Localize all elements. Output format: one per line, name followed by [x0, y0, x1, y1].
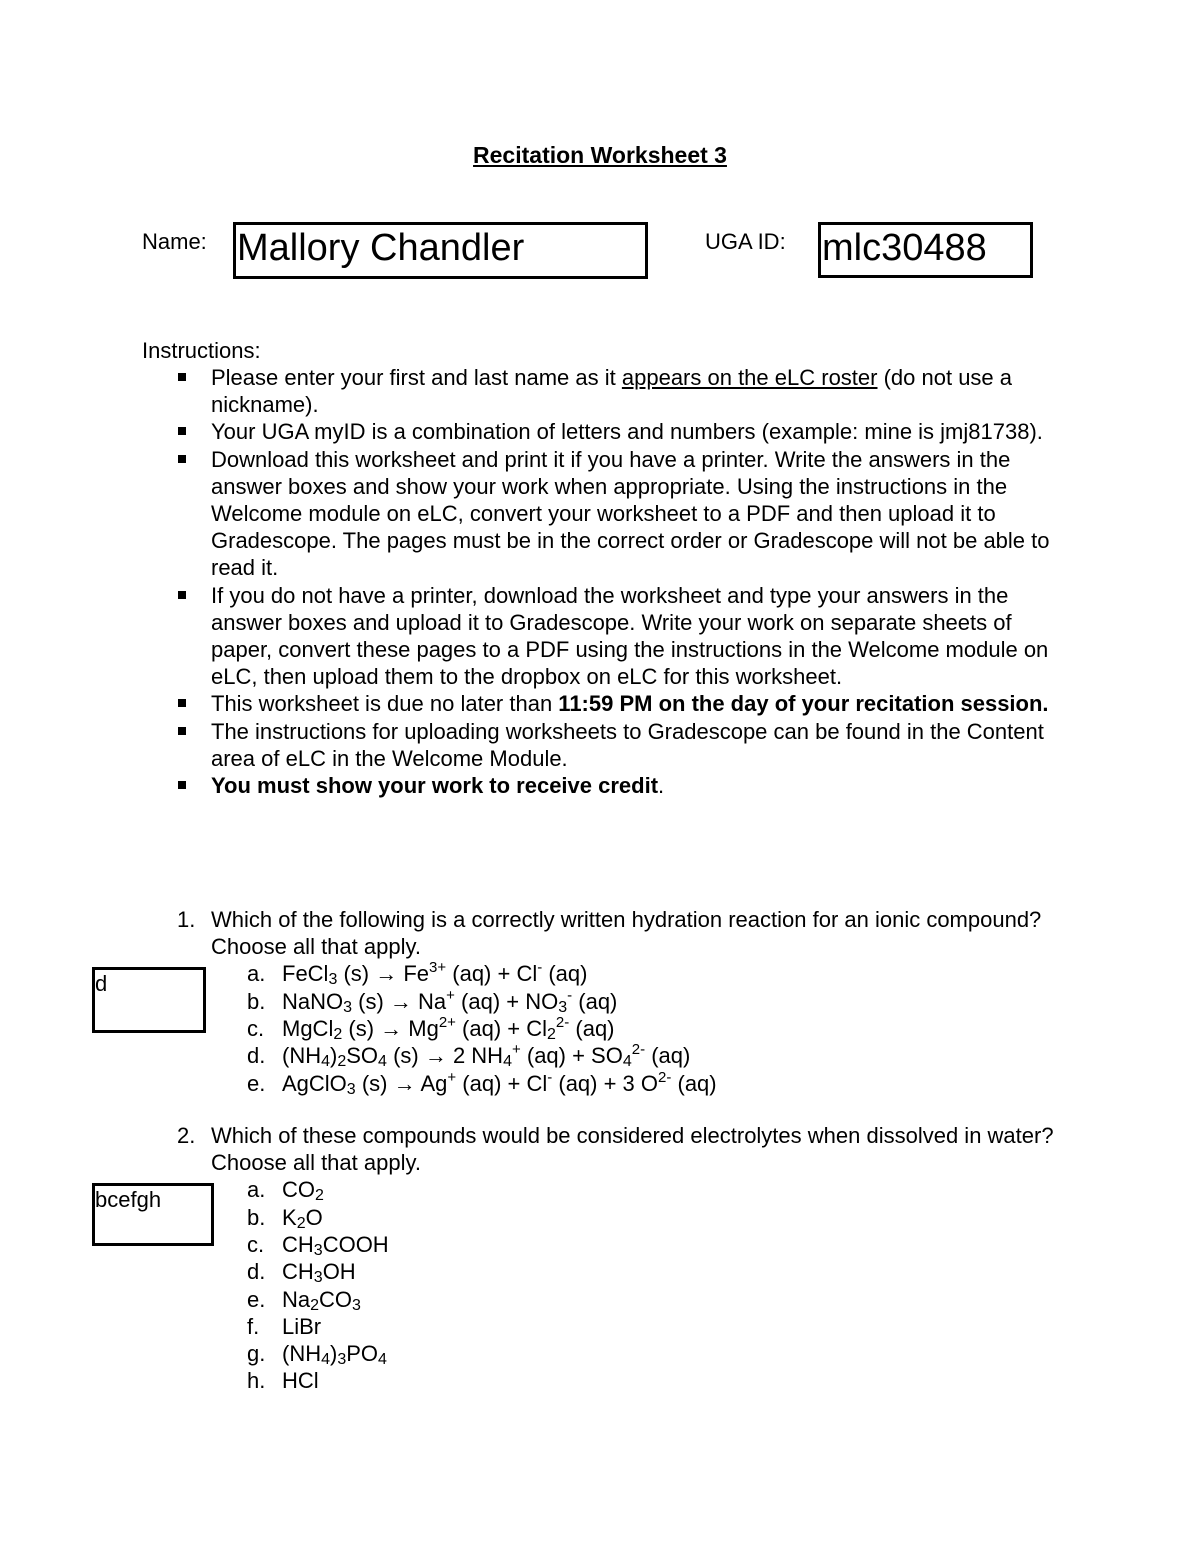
name-field[interactable]: Mallory Chandler [233, 222, 648, 279]
instructions-list [142, 364, 1067, 799]
option-letter: f. [247, 1313, 260, 1339]
option-letter: b. [247, 1204, 266, 1230]
option-formula: AgClO$_3$ (s) → Ag+ (aq) + Cl- (aq) + 3 $O^{2-}$ (aq) [282, 1068, 717, 1098]
due-time: 11:59 PM on the day of your recitation session. [558, 691, 1049, 717]
answer-option [142, 988, 1067, 1015]
question-number: 2. [177, 1123, 196, 1148]
answer-option [142, 1204, 1067, 1231]
option-letter: c. [247, 1016, 265, 1041]
option-formula: $CO_2$ [282, 1177, 324, 1205]
name-label: Name: [142, 229, 207, 254]
answer-option [142, 1367, 1067, 1394]
answer-option [142, 1176, 1067, 1203]
option-formula: FeCl$_3$ $(s) \to Fe^{3+}$ (aq) + Cl- (aq) [282, 959, 588, 989]
option-formula: HCl [282, 1368, 319, 1394]
answer-option [142, 960, 1067, 987]
option-letter: e. [247, 1070, 266, 1096]
uga-id-label: UGA ID: [705, 229, 786, 254]
question-1 [142, 906, 1067, 1097]
answer-box-q1[interactable]: d [92, 967, 206, 1033]
option-formula: $K_2O$ [282, 1204, 323, 1232]
question-2 [142, 1122, 1067, 1395]
option-list [142, 1176, 1067, 1394]
option-formula: NaNO$_3$ (s) → Na+ $(aq) + NO_3^-$ (aq) [282, 986, 618, 1016]
instruction-item: Download this worksheet and print it if you have a printer. Write the answers in the answer boxes and show your work when appropriate. Using the instructions in the Welcome module on eLC, convert your worksheet to a PDF and then upload it to Gradescope. The pages must be in the correct order or Gradescope will not be able to read it. [142, 446, 1067, 582]
question-text: Which of these compounds would be considered electrolytes when dissolved in water? Choose all that apply. [211, 1123, 1054, 1176]
question-number: 1. [177, 907, 196, 932]
option-letter: a. [247, 1177, 266, 1203]
answer-option [142, 1313, 1067, 1340]
option-formula: $Na_2CO_3$ [282, 1286, 361, 1314]
option-letter: d. [247, 1043, 266, 1069]
question-text: Which of the following is a correctly written hydration reaction for an ionic compound? Choose all that apply. [211, 907, 1042, 960]
option-letter: g. [247, 1341, 266, 1367]
option-formula: $(NH_4)_3PO_4$ [282, 1341, 387, 1369]
answer-option [142, 1015, 1067, 1042]
answer-option [142, 1340, 1067, 1367]
instruction-item: Please enter your first and last name as it appears on the eLC roster (do not use a nickname). [142, 364, 1067, 418]
elc-roster-phrase: appears on the eLC roster [621, 365, 878, 390]
option-letter: d. [247, 1259, 266, 1285]
option-letter: b. [247, 988, 266, 1014]
option-formula: $CH_3COOH$ [282, 1232, 389, 1259]
uga-id-field[interactable]: mlc30488 [818, 222, 1033, 278]
answer-box-q2[interactable]: bcefgh [92, 1183, 214, 1246]
answer-option [142, 1070, 1067, 1097]
instruction-item: Your UGA myID is a combination of letters and numbers (example: mine is jmj81738). [142, 418, 1067, 445]
show-work-note: You must show your work to receive credit [211, 773, 659, 799]
answer-option [142, 1258, 1067, 1285]
instruction-item: This worksheet is due no later than 11:59 PM on the day of your recitation session. [142, 690, 1067, 717]
option-letter: e. [247, 1286, 266, 1312]
option-formula: $(NH_4)_2SO_4$ (s) → 2 $NH_4^+$ $(aq) + SO_4^{2-}$ (aq) [282, 1041, 691, 1071]
option-letter: a. [247, 961, 266, 987]
option-letter: h. [247, 1368, 266, 1394]
option-letter: c. [247, 1232, 265, 1257]
option-formula: LiBr [282, 1313, 322, 1339]
option-formula: MgCl$_2$ $(s) \to Mg^{2+}$ $(aq) + Cl_2^{2-}$ (aq) [282, 1014, 615, 1043]
instruction-item: If you do not have a printer, download the worksheet and type your answers in the answer boxes and upload it to Gradescope. Write your work on separate sheets of paper, convert these pages to a PDF using the instructions in the Welcome module on eLC, then upload them to the dropbox on eLC for this worksheet. [142, 582, 1067, 691]
answer-option [142, 1286, 1067, 1313]
option-formula: $CH_3OH$ [282, 1259, 356, 1287]
instructions-heading: Instructions: [142, 338, 261, 363]
option-list [142, 960, 1067, 1096]
instruction-item: The instructions for uploading worksheets to Gradescope can be found in the Content area of eLC in the Welcome Module. [142, 718, 1067, 772]
page-title: Recitation Worksheet 3 [473, 142, 727, 168]
instruction-item: You must show your work to receive credit. [142, 772, 1067, 799]
answer-option [142, 1231, 1067, 1258]
answer-option [142, 1042, 1067, 1069]
